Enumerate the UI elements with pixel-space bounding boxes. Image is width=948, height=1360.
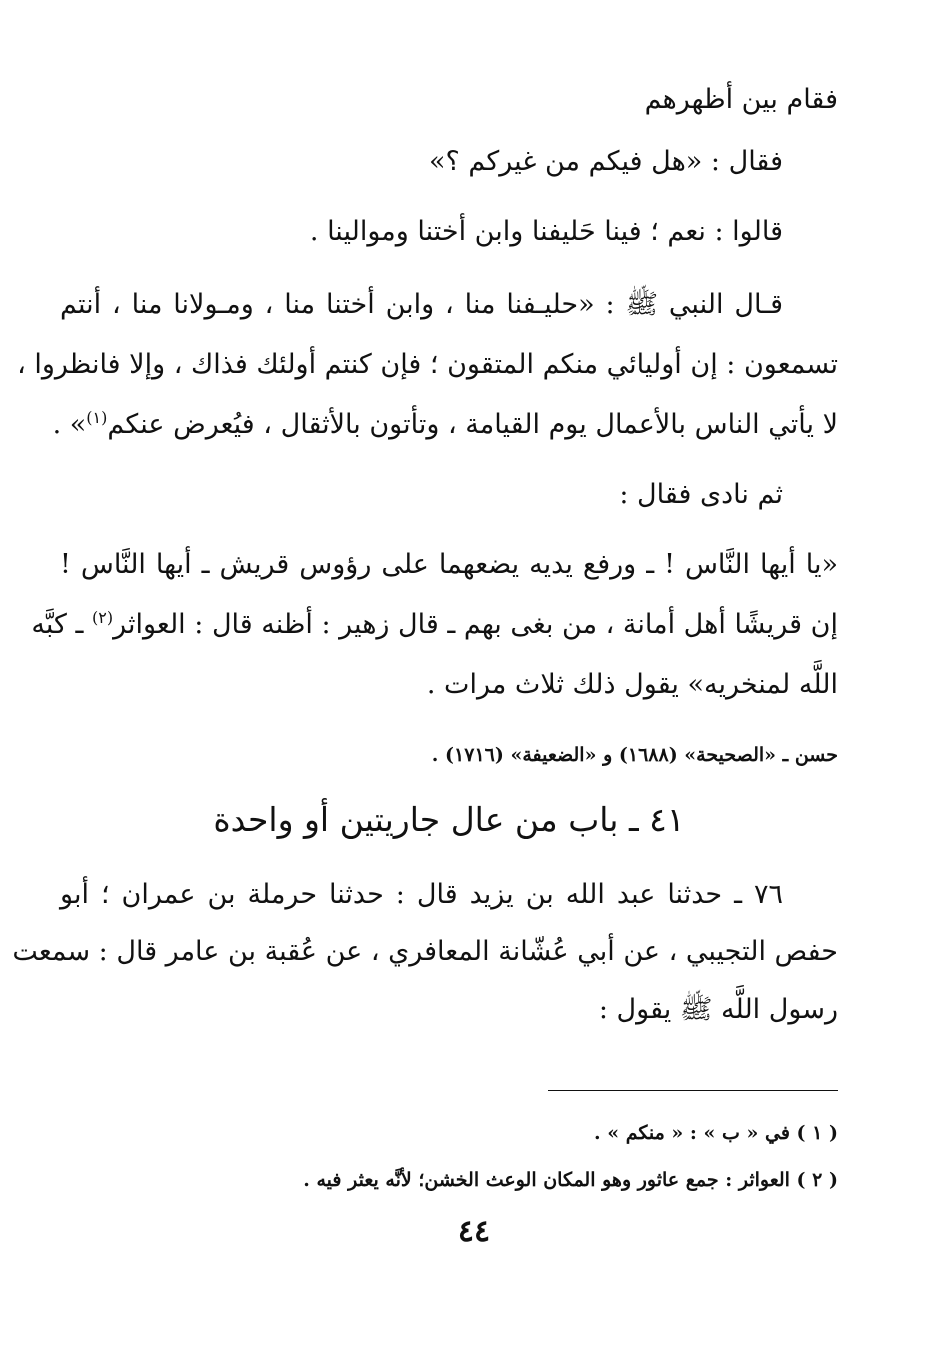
- text-line-2: فقال : «هل فيكم من غيركم ؟»: [429, 146, 783, 177]
- chapter-heading: ٤١ ـ باب من عال جاريتين أو واحدة: [213, 800, 685, 839]
- footnote-1: ( ١ ) في « ب » : « منكم » .: [594, 1122, 838, 1144]
- footnote-2: ( ٢ ) العواثر : جمع عاثور وهو المكان الوعث الخشن؛ لأنَّه يعثر فيه .: [303, 1169, 838, 1191]
- text-line-9: [31, 605, 838, 645]
- footnote-ref-1: (١): [86, 408, 108, 427]
- text-line-11: ٧٦ ـ حدثنا عبد الله بن يزيد قال : حدثنا حرملة بن عمران ؛ أبو: [60, 879, 783, 910]
- text-line-9-end: ـ كبَّه: [31, 609, 92, 640]
- text-line-5: تسمعون : إن أوليائي منكم المتقون ؛ فإن كنتم أولئك فذاك ، وإلا فانظروا ،: [17, 349, 838, 380]
- text-line-12: حفص التجيبي ، عن أبي عُشّانة المعافري ، عن عُقبة بن عامر قال : سمعت: [12, 936, 838, 967]
- text-line-9-main: إن قريشًا أهل أمانة ، من بغى بهم ـ قال زهير : أظنه قال : العواثر: [113, 609, 838, 640]
- footnote-ref-2: (٢): [91, 608, 114, 627]
- text-line-6-main: لا يأتي الناس بالأعمال يوم القيامة ، وتأتون بالأثقال ، فيُعرض عنكم: [107, 409, 838, 440]
- text-line-6-end: » .: [52, 409, 87, 440]
- footnote-divider: [548, 1090, 838, 1091]
- text-line-7: ثم نادى فقال :: [619, 479, 783, 510]
- page-content: [12, 60, 838, 1320]
- text-line-8: «يا أيها النَّاس ! ـ ورفع يديه يضعهما على رؤوس قريش ـ أيها النَّاس !: [60, 549, 838, 580]
- text-line-3: قالوا : نعم ؛ فينا حَليفنا وابن أختنا وموالينا .: [309, 216, 783, 247]
- text-line-4: قـال النبي ﷺ : «حليـفنا منا ، وابن أختنا منا ، ومـولانا منا ، أنتم: [60, 289, 783, 320]
- text-line-6: [52, 405, 838, 445]
- text-line-13: رسول اللَّه ﷺ يقول :: [598, 994, 838, 1025]
- page-number: ٤٤: [457, 1214, 491, 1249]
- hadith-grade: حسن ـ «الصحيحة» (١٦٨٨) و «الضعيفة» (١٧١٦) .: [431, 744, 838, 766]
- text-line-1: فقام بين أظهرهم: [644, 84, 838, 115]
- text-line-10: اللَّه لمنخريه» يقول ذلك ثلاث مرات .: [426, 669, 838, 700]
